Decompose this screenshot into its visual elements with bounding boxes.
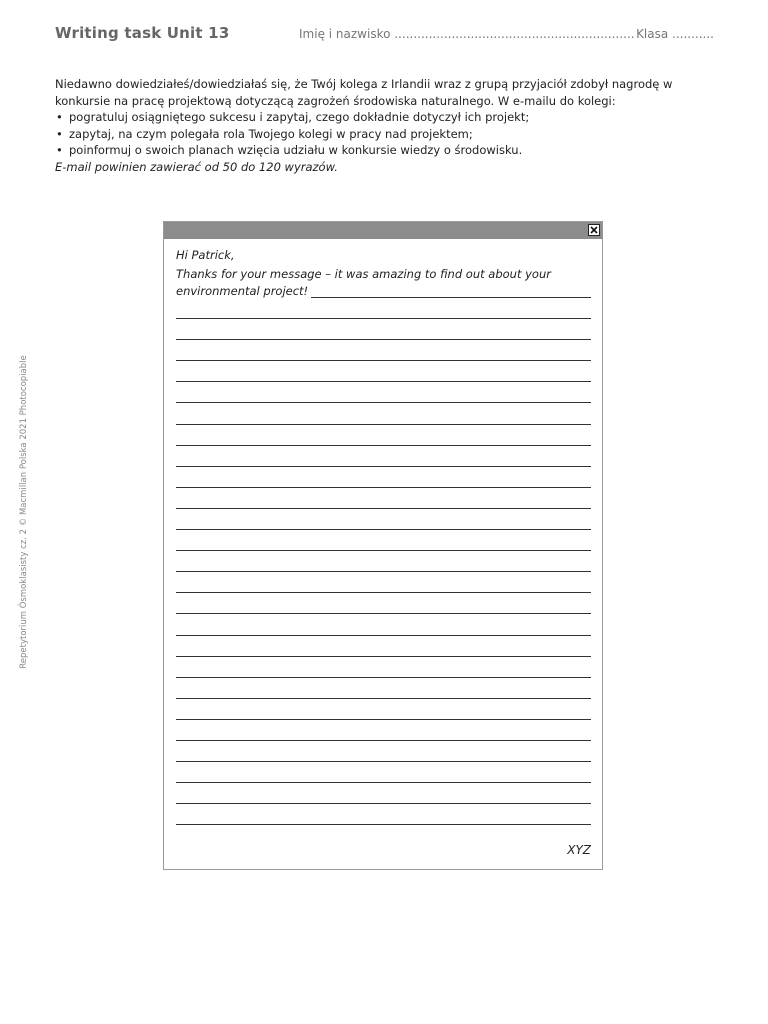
email-line-text: environmental project! [176,284,309,298]
copyright-notice: Repetytorium Ósmoklasisty cz. 2 © Macmillan Polska 2021 Photocopiable [19,355,29,669]
task-instructions [55,76,695,175]
writing-line[interactable] [176,782,591,783]
email-line-with-blank [176,284,591,298]
writing-line[interactable] [176,508,591,509]
task-intro: Niedawno dowiedziałeś/dowiedziałaś się, że Twój kolega z Irlandii wraz z grupą przyjaciół zdobył nagrodę w konkursie na pracę projektową dotyczącą zagrożeń środowiska naturalnego. W e-mailu do kolegi: [55,77,673,108]
writing-line[interactable] [176,613,591,614]
writing-line[interactable] [176,571,591,572]
writing-line[interactable] [176,761,591,762]
email-signature: XYZ [567,843,591,857]
word-count-note: E-mail powinien zawierać od 50 do 120 wyrazów. [55,159,338,174]
writing-line[interactable] [176,677,591,678]
task-bullet-list [55,109,695,159]
writing-line[interactable] [176,424,591,425]
writing-line[interactable] [176,318,591,319]
writing-line[interactable] [176,635,591,636]
writing-line[interactable] [176,592,591,593]
task-bullet: • poinformuj o swoich planach wzięcia udziału w konkursie wiedzy o środowisku. [55,142,695,159]
writing-line[interactable] [176,656,591,657]
writing-line[interactable] [176,719,591,720]
writing-line[interactable] [176,803,591,804]
writing-line[interactable] [176,529,591,530]
email-line: Thanks for your message – it was amazing to find out about your [176,267,551,281]
task-bullet: • pogratuluj osiągniętego sukcesu i zapytaj, czego dokładnie dotyczył ich projekt; [55,109,695,126]
close-button[interactable] [588,224,600,236]
close-icon [589,225,599,235]
writing-line[interactable] [176,824,591,825]
writing-line[interactable] [176,339,591,340]
email-window [163,221,603,870]
writing-line[interactable] [176,445,591,446]
writing-line[interactable] [176,550,591,551]
page-title: Writing task Unit 13 [55,24,230,42]
email-greeting: Hi Patrick, [176,248,235,262]
writing-line[interactable] [176,466,591,467]
writing-line[interactable] [176,698,591,699]
page-header [55,24,714,46]
writing-line[interactable] [176,740,591,741]
writing-line[interactable] [176,487,591,488]
task-bullet: • zapytaj, na czym polegała rola Twojego kolegi w pracy nad projektem; [55,126,695,143]
name-field: Imię i nazwisko ............................................................... [299,27,635,41]
class-field: Klasa ........... [636,27,714,41]
writing-line[interactable] [176,381,591,382]
writing-line[interactable] [311,284,591,298]
writing-line[interactable] [176,360,591,361]
window-title-bar [164,222,602,239]
email-body[interactable] [176,239,591,869]
writing-line[interactable] [176,402,591,403]
